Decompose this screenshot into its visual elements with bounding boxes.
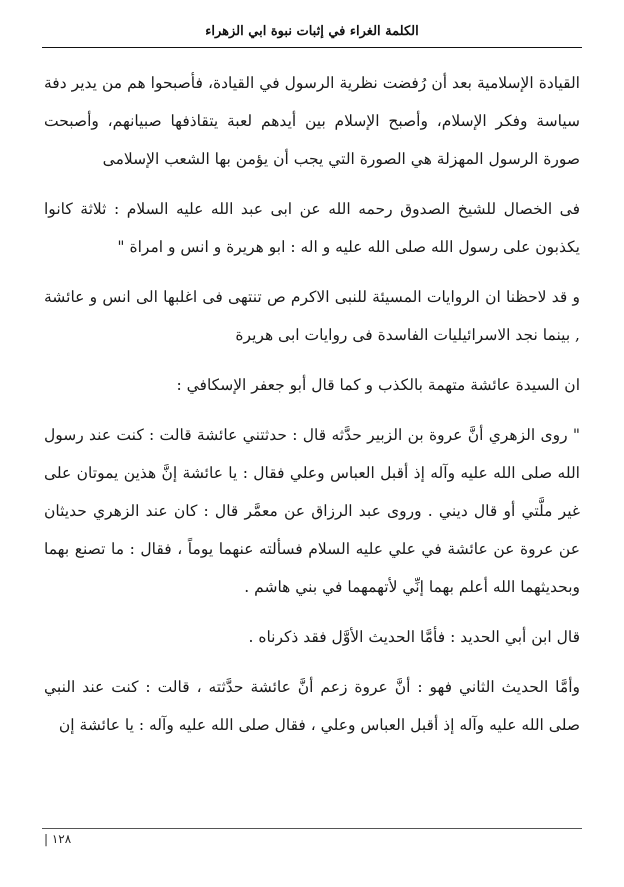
footer-rule — [42, 828, 582, 829]
paragraph-3: و قد لاحظنا ان الروايات المسيئة للنبى الاكرم ص تنتهى فى اغلبها الى انس و عائشة , بينما نجد الاسرائيليات الفاسدة فى روايات ابى هريرة — [44, 288, 580, 344]
paragraph-1: القيادة الإسلامية بعد أن رُفضت نظرية الرسول في القيادة، فأصبحوا هم من يدير دفة سياسة وفكر الإسلام، وأصبح الإسلام بين أيدهم لعبة يتقاذفها صبيانهم، وأصبحت صورة الرسول المهزلة هي الصورة التي يجب أن يؤمن بها الشعب الإسلامى — [44, 74, 580, 168]
paragraph-2: فى الخصال للشيخ الصدوق رحمه الله عن ابى عبد الله عليه السلام : ثلاثة كانوا يكذبون على رسول الله صلى الله عليه و اله : ابو هريرة و انس و امراة " — [44, 200, 580, 256]
body-text — [44, 64, 580, 756]
paragraph-7: وأمَّا الحديث الثاني فهو : أنَّ عروة زعم أنَّ عائشة حدَّثته ، قالت : كنت عند النبي صلى الله عليه وآله إذ أقبل العباس وعلي ، فقال صلى الله عليه وآله : يا عائشة إن — [44, 678, 580, 734]
page-number: | ١٢٨ — [44, 832, 72, 846]
running-header: الكلمة الغراء في إثبات نبوة ابي الزهراء — [205, 24, 419, 39]
paragraph-5-quote: " روى الزهري أنَّ عروة بن الزبير حدَّثه قال : حدثتني عائشة قالت : كنت عند رسول الله صلى الله عليه وآله إذ أقبل العباس وعلي فقال : يا عائشة إنَّ هذين يموتان على غير ملَّتي أو قال ديني . وروى عبد الرزاق عن معمَّر قال : كان عند الزهري حديثان عن عروة عن عائشة في علي عليه السلام فسألته عنهما يوماً ، فقال : ما تصنع بهما وبحديثهما الله أعلم بهما إنِّي لأتهمهما في بني هاشم . — [44, 426, 580, 596]
paragraph-6: قال ابن أبي الحديد : فأمَّا الحديث الأوَّل فقد ذكرناه . — [248, 628, 580, 646]
paragraph-4: ان السيدة عائشة متهمة بالكذب و كما قال أبو جعفر الإسكافي : — [176, 376, 580, 394]
header-rule — [42, 47, 582, 48]
